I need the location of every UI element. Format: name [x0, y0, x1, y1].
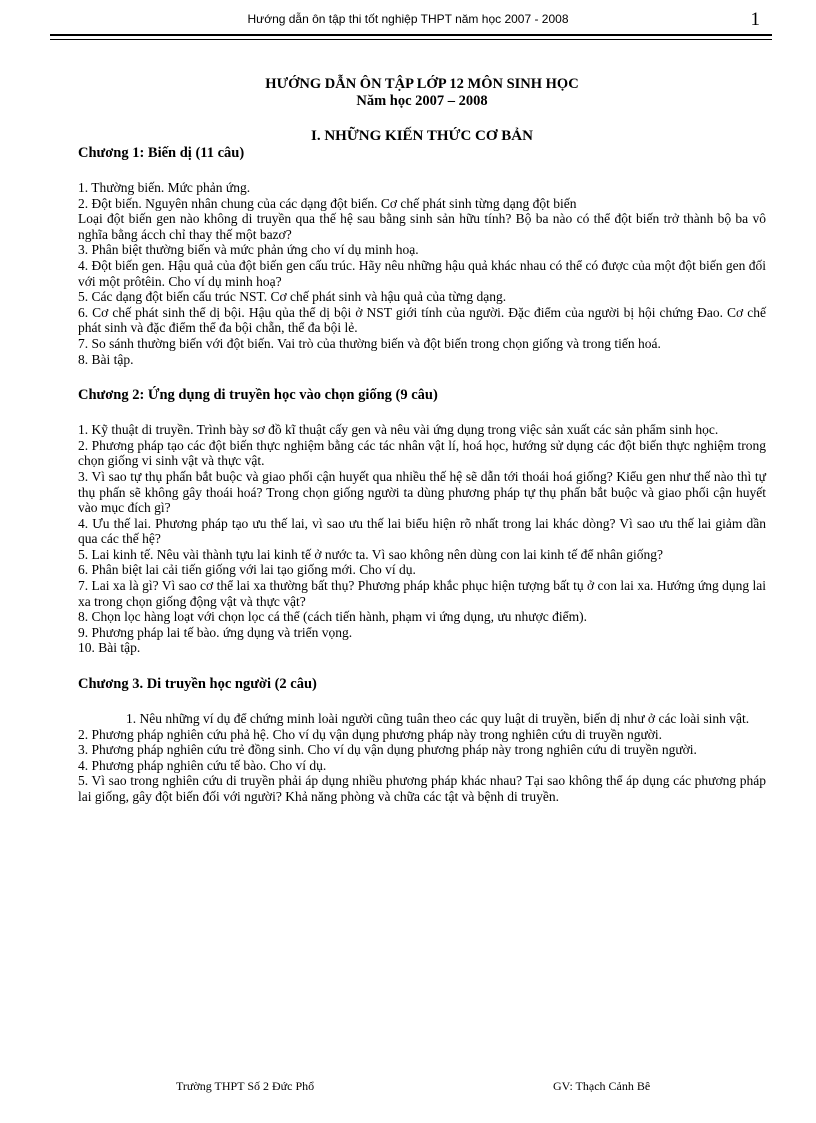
footer-teacher: GV: Thạch Cảnh Bê	[553, 1079, 651, 1093]
list-item: 7. So sánh thường biến với đột biến. Vai trò của thường biến và đột biến trong chọn giống và trong tiến hoá.	[78, 335, 661, 351]
list-item: 2. Đột biến. Nguyên nhân chung của các dạng đột biến. Cơ chế phát sinh từng dạng đột biến	[78, 195, 577, 211]
list-item: 1. Nêu những ví dụ để chứng minh loài người cũng tuân theo các quy luật di truyền, biến dị như ở các loài sinh vật.	[126, 711, 750, 727]
list-item: 1. Kỹ thuật di truyền. Trình bày sơ đồ kĩ thuật cấy gen và nêu vài ứng dụng trong việc sản xuất các sản phẩm sinh học.	[78, 422, 719, 438]
chapter-2-items	[78, 422, 766, 656]
chapter-1-heading: Chương 1: Biến dị (11 câu)	[78, 145, 245, 161]
footer-school: Trường THPT Số 2 Đức Phổ	[176, 1079, 315, 1093]
chapter-2-heading: Chương 2: Ứng dụng di truyền học vào chọn giống (9 câu)	[78, 387, 438, 404]
header-rule-thick	[50, 34, 772, 36]
list-item: 3. Vì sao tự thụ phấn bắt buộc và giao phối cận huyết qua nhiều thế hệ sẽ dẫn tới thoái hoá giống? Kiểu gen như thế nào thì tự thụ phấn sẽ không gây thoái hoá? Trong chọn giống người ta dùng phương pháp tự thụ phấn bắt buộc và giao phối cận huyết vào mục đích gì?	[78, 468, 766, 516]
list-item: 8. Chọn lọc hàng loạt với chọn lọc cá thể (cách tiến hành, phạm vi ứng dụng, ưu nhược điểm).	[78, 609, 587, 625]
list-item: Loại đột biến gen nào không di truyền qua thế hệ sau bằng sinh sản hữu tính? Bộ ba nào có thể đột biến trở thành bộ ba vô nghĩa bằng ácch chỉ thay thế một bazơ?	[78, 211, 766, 242]
list-item: 8. Bài tập.	[78, 351, 134, 367]
list-item: 6. Phân biệt lai cải tiến giống với lai tạo giống mới. Cho ví dụ.	[78, 562, 416, 578]
list-item: 5. Vì sao trong nghiên cứu di truyền phải áp dụng nhiều phương pháp khác nhau? Tại sao không thể áp dụng các phương pháp lai giống, gây đột biến đối với người? Khả năng phòng và chữa các tật và bệnh di truyền.	[78, 773, 766, 804]
running-header: Hướng dẫn ôn tập thi tốt nghiệp THPT năm học 2007 - 2008	[247, 12, 569, 26]
list-item: 3. Phân biệt thường biến và mức phản ứng cho ví dụ minh hoạ.	[78, 242, 419, 258]
document-body	[78, 76, 766, 805]
list-item: 4. Ưu thế lai. Phương pháp tạo ưu thế lai, vì sao ưu thế lai biểu hiện rõ nhất trong lai khác dòng? Vì sao ưu thế lai giảm dần qua các thế hệ?	[78, 515, 766, 547]
chapter-1-items	[78, 180, 766, 367]
list-item: 4. Đột biến gen. Hậu quả của đột biến gen cấu trúc. Hãy nêu những hậu quả khác nhau có thể có được của một đột biến gen đối với một prôtêin. Cho ví dụ minh hoạ?	[78, 257, 766, 289]
list-item: 7. Lai xa là gì? Vì sao cơ thể lai xa thường bất thụ? Phương pháp khắc phục hiện tượng bất tụ ở con lai xa. Hướng ứng dụng lai xa trong chọn giống động vật và thực vật?	[78, 578, 766, 609]
list-item: 4. Phương pháp nghiên cứu tế bào. Cho ví dụ.	[78, 757, 327, 773]
document-title: HƯỚNG DẪN ÔN TẬP LỚP 12 MÔN SINH HỌC	[265, 76, 579, 92]
list-item: 1. Thường biến. Mức phản ứng.	[78, 180, 251, 195]
list-item: 2. Phương pháp tạo các đột biến thực nghiệm bằng các tác nhân vật lí, hoá học, hướng sử dụng các đột biến thực nghiệm trong chọn giống vi sinh vật và thực vật.	[78, 437, 766, 469]
page-number: 1	[750, 9, 760, 30]
list-item: 6. Cơ chế phát sinh thể dị bội. Hậu qủa thể dị bội ở NST giới tính của người. Đặc điểm của người bị hội chứng Đao. Cơ chế phát sinh và đặc điểm thể đa bội chẵn, thể đa bội lẻ.	[78, 304, 766, 336]
list-item: 10. Bài tập.	[78, 640, 141, 656]
list-item: 3. Phương pháp nghiên cứu trẻ đồng sinh. Cho ví dụ vận dụng phương pháp này trong nghiên cứu di truyền người.	[78, 742, 697, 758]
list-item: 9. Phương pháp lai tế bào. ứng dụng và triển vọng.	[78, 624, 353, 640]
list-item: 5. Các dạng đột biến cấu trúc NST. Cơ chế phát sinh và hậu quả của từng dạng.	[78, 289, 507, 305]
list-item: 5. Lai kinh tế. Nêu vài thành tựu lai kinh tế ở nước ta. Vì sao không nên dùng con lai kinh tế để nhân giống?	[78, 546, 664, 562]
document-subtitle: Năm học 2007 – 2008	[356, 93, 488, 109]
chapter-3-heading: Chương 3. Di truyền học người (2 câu)	[78, 676, 317, 693]
chapter-3-items	[78, 711, 766, 805]
header-rule-thin	[50, 39, 772, 40]
list-item: 2. Phương pháp nghiên cứu phả hệ. Cho ví dụ vận dụng phương pháp này trong nghiên cứu di truyền người.	[78, 726, 663, 742]
section-heading: I. NHỮNG KIẾN THỨC CƠ BẢN	[311, 128, 533, 144]
